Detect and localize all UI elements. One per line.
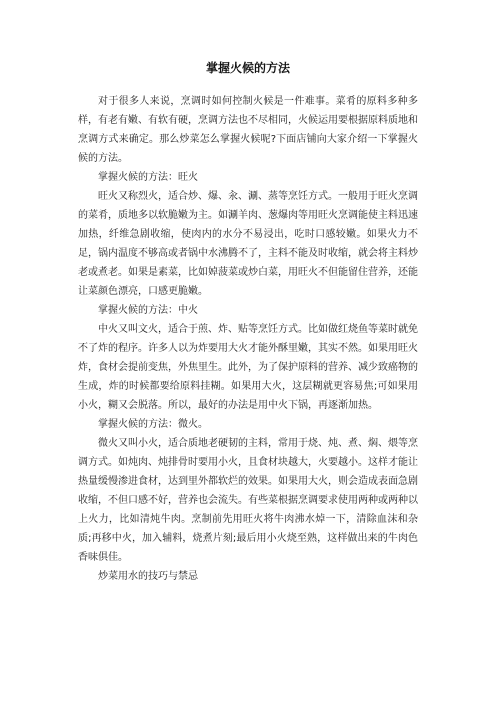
section-heading-low-heat: 掌握火候的方法：微火。 — [98, 419, 208, 430]
paragraph-medium-heat: 中火又叫文火，适合于煎、炸、贴等烹饪方式。比如做红烧鱼等菜时就免不了炸的程序。许多人以为炸要用大火才能外酥里嫩，其实不然。如果用旺火炸，食材会提前变焦，外焦里生。此外，为了保护原料的营养、减少致癌物的生成，炸的时候都要给原料挂糊。如果用大火，这层糊就更容易焦;可如果用小火，糊又会脱落。所以，最好的办法是用中火下锅，再逐渐加热。 — [78, 324, 418, 411]
section-heading-high-heat: 掌握火候的方法：旺火 — [98, 172, 198, 183]
paragraph-low-heat: 微火又叫小火，适合质地老硬韧的主料，常用于烧、炖、煮、焖、煨等烹调方式。如炖肉、炖排骨时要用小火，且食材块越大，火要越小。这样才能让热量缓慢渗进食材，达到里外都软烂的效果。如果用大火，则会造成表面急剧收缩，不但口感不好，营养也会流失。有些菜根据烹调要求使用两种或两种以上火力，比如清炖牛肉。烹制前先用旺火将牛肉沸水焯一下，清除血沫和杂质;再移中火，加入辅料，烧煮片刻;最后用小火烧至熟，这样做出来的牛肉色香味俱佳。 — [78, 438, 418, 563]
section-heading-water-tips: 炒菜用水的技巧与禁忌 — [98, 571, 198, 582]
paragraph-high-heat: 旺火又称烈火，适合炒、爆、汆、涮、蒸等烹饪方式。一般用于旺火烹调的菜肴，质地多以软脆嫩为主。如涮羊肉、葱爆肉等用旺火烹调能使主料迅速加热，纤维急剧收缩，使肉内的水分不易浸出，吃时口感较嫩。如果火力不足，锅内温度不够高或者锅中水沸腾不了，主料不能及时收缩，就会将主料炒老或煮老。如果是素菜，比如婥菠菜或炒白菜，用旺火不但能留住营养，还能让菜颜色漂亮，口感更脆嫩。 — [78, 191, 418, 297]
intro-paragraph: 对于很多人来说，烹调时如何控制火候是一件难事。菜肴的原料多种多样，有老有嫩、有软有硬，烹调方法也不尽相同，火候运用要根据原料质地和烹调方式来确定。那么炒菜怎么掌握火候呢?下面店铺向大家介绍一下掌握火候的方法。 — [78, 96, 418, 164]
document-title: 掌握火候的方法 — [205, 61, 290, 75]
section-heading-medium-heat: 掌握火候的方法：中火 — [98, 305, 198, 316]
